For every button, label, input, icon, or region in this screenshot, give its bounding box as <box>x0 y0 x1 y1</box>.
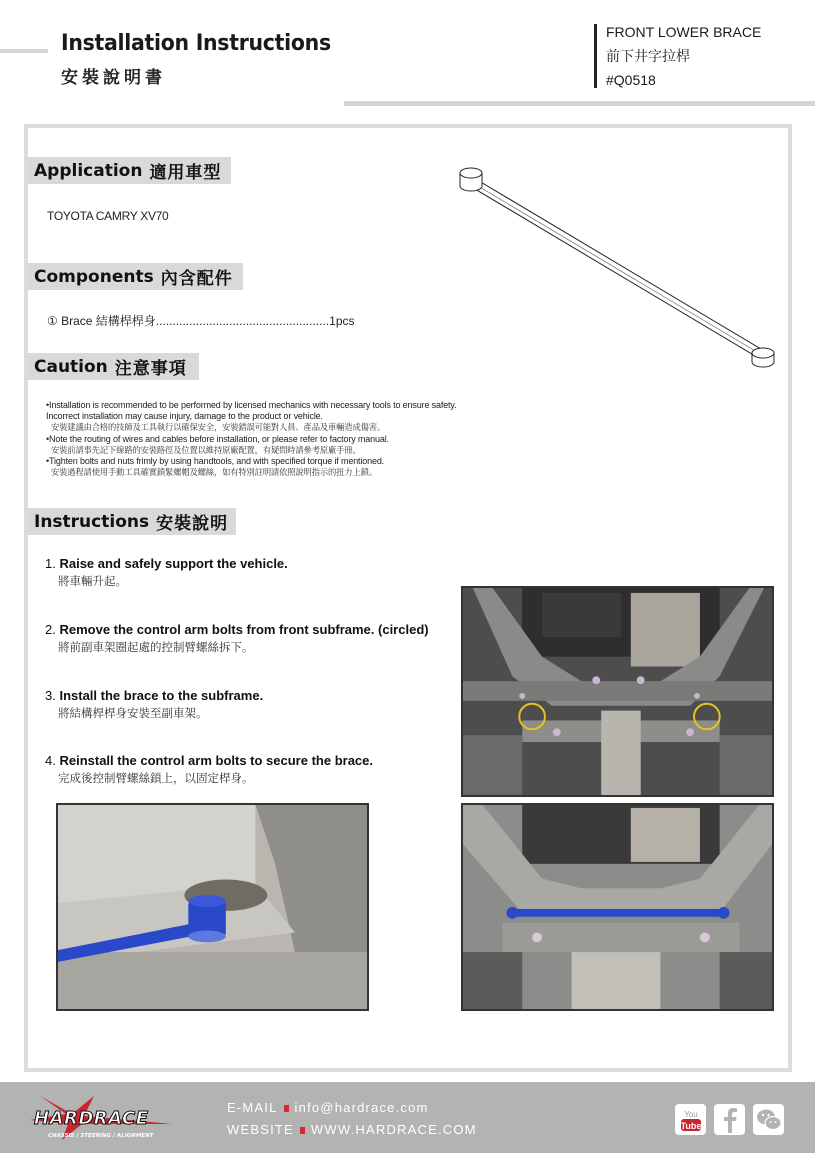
product-name: FRONT LOWER BRACE <box>606 24 762 40</box>
step-text-zh: 將車輛升起。 <box>58 576 127 588</box>
product-info-bar <box>594 24 597 88</box>
facebook-icon[interactable] <box>714 1104 745 1135</box>
photo-subframe-bolts <box>461 586 774 797</box>
caution-text-zh: 安裝過程請使用手動工具確實鎖緊螺帽及螺絲，如有特別註明請依照說明指示的扭力上鎖。 <box>51 467 377 478</box>
product-code: #Q0518 <box>606 72 656 88</box>
caution-text: •Tighten bolts and nuts frimly by using handtools, and with specified torque if mentioned. <box>46 456 385 467</box>
step-text: Install the brace to the subframe. <box>59 688 264 703</box>
caution-text: •Note the routing of wires and cables before installation, or please refer to factory manual. <box>46 433 389 444</box>
caution-text: •Installation is recommended to be performed by licensed mechanics with necessary tools to ensure safety. Incorrect installation may cause injury, damage to the product or vehicle. <box>46 400 457 422</box>
brand-tagline: CHASSIS / STEERING / ALIGNMENT <box>48 1133 154 1139</box>
photo-brace-closeup <box>56 803 369 1011</box>
email-link[interactable]: info@hardrace.com <box>294 1100 429 1115</box>
step-number: 4. <box>45 753 56 768</box>
section-title-zh: 安裝說明 <box>156 514 229 534</box>
step-text-zh: 將結構桿桿身安裝至副車架。 <box>58 708 208 720</box>
instruction-step <box>45 753 373 786</box>
section-header-instructions <box>26 508 236 535</box>
footer <box>0 1082 815 1153</box>
product-brace-drawing <box>456 160 786 370</box>
brand-name: HARDRACE <box>34 1108 149 1129</box>
instruction-step <box>45 688 263 721</box>
contact-email <box>227 1100 429 1115</box>
separator-icon <box>284 1105 289 1112</box>
section-title-zh: 內含配件 <box>160 269 233 289</box>
page-title-zh: 安裝說明書 <box>61 68 166 88</box>
wechat-icon[interactable] <box>753 1104 784 1135</box>
step-number: 2. <box>45 622 56 637</box>
step-text-zh: 將前副車架圈起處的控制臂螺絲拆下。 <box>58 642 254 654</box>
step-text: Remove the control arm bolts from front subframe. (circled) <box>59 622 429 637</box>
caution-list <box>46 400 466 478</box>
instruction-step <box>45 622 429 655</box>
step-number: 3. <box>45 688 56 703</box>
instruction-step <box>45 556 288 589</box>
step-text: Reinstall the control arm bolts to secure the brace. <box>59 753 373 768</box>
caution-item <box>46 400 466 434</box>
svg-text:You: You <box>683 1109 698 1119</box>
installed-brace <box>508 909 727 917</box>
section-header-components <box>26 263 243 290</box>
svg-text:Tube: Tube <box>680 1120 701 1131</box>
section-title-zh: 適用車型 <box>149 163 222 183</box>
website-label: WEBSITE <box>227 1122 294 1137</box>
component-item: ① Brace 結構桿桿身....................................................1pcs <box>47 314 355 328</box>
application-vehicle: TOYOTA CAMRY XV70 <box>47 209 169 223</box>
website-link[interactable]: WWW.HARDRACE.COM <box>310 1122 477 1137</box>
section-title: Application <box>34 160 143 181</box>
email-label: E-MAIL <box>227 1100 278 1115</box>
caution-text-zh: 安裝前請事先記下線路的安裝路徑及位置以維持原廠配置，有疑問時請參考原廠手冊。 <box>51 444 361 455</box>
youtube-icon[interactable] <box>675 1104 706 1135</box>
contact-website <box>227 1122 477 1137</box>
section-title: Instructions <box>34 511 150 532</box>
section-title: Caution <box>34 356 108 377</box>
section-header-application <box>26 157 231 184</box>
separator-icon <box>300 1127 305 1134</box>
header-divider-left <box>0 49 48 53</box>
caution-item <box>46 434 466 456</box>
header-divider-right <box>344 101 815 106</box>
section-title: Components <box>34 266 154 287</box>
page-title: Installation Instructions <box>61 31 331 56</box>
section-header-caution <box>26 353 199 380</box>
step-number: 1. <box>45 556 56 571</box>
caution-item <box>46 456 466 478</box>
section-title-zh: 注意事項 <box>114 359 187 379</box>
photo-brace-installed <box>461 803 774 1011</box>
product-name-zh: 前下井字拉桿 <box>606 48 690 64</box>
step-text-zh: 完成後控制臂螺絲鎖上，以固定桿身。 <box>58 773 254 785</box>
step-text: Raise and safely support the vehicle. <box>59 556 288 571</box>
caution-text-zh: 安裝建議由合格的技師及工具執行以確保安全，安裝錯誤可能對人員、產品及車輛造成傷害。 <box>51 422 386 433</box>
hardrace-logo <box>22 1090 192 1144</box>
